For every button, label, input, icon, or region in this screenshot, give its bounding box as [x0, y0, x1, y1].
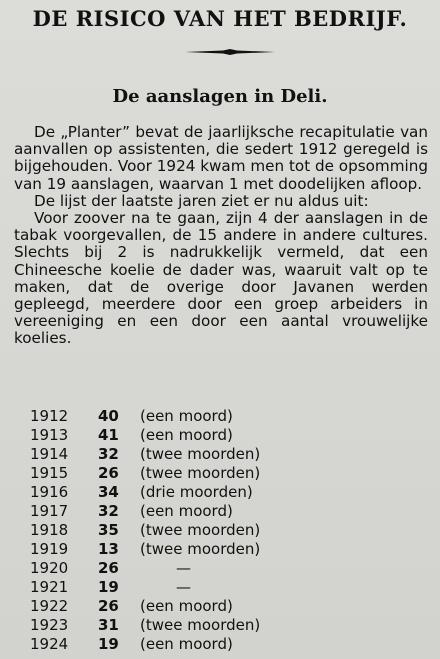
- table-note: (een moord): [140, 634, 233, 653]
- attacks-table: [30, 406, 410, 653]
- table-row: [30, 501, 410, 520]
- table-row: [30, 596, 410, 615]
- table-note: (een moord): [140, 501, 233, 520]
- table-note: (twee moorden): [140, 463, 261, 482]
- table-note: —: [176, 558, 191, 577]
- table-count: 32: [98, 444, 119, 463]
- table-year: 1923: [30, 615, 69, 634]
- table-count: 35: [98, 520, 119, 539]
- subheadline: De aanslagen in Deli.: [112, 86, 328, 107]
- table-count: 41: [98, 425, 119, 444]
- table-count: 32: [98, 501, 119, 520]
- paragraph-list-intro: De lijst der laatste jaren ziet er nu aldus uit:: [34, 191, 369, 210]
- table-count: 13: [98, 539, 119, 558]
- table-year: 1924: [30, 634, 69, 653]
- table-note: (twee moorden): [140, 615, 261, 634]
- table-row: [30, 444, 410, 463]
- table-row: [30, 539, 410, 558]
- table-count: 19: [98, 634, 119, 653]
- table-note: (twee moorden): [140, 444, 261, 463]
- table-year: 1916: [30, 482, 69, 501]
- table-year: 1920: [30, 558, 69, 577]
- table-year: 1922: [30, 596, 69, 615]
- ornament-divider: [185, 49, 275, 55]
- table-count: 34: [98, 482, 119, 501]
- table-row: [30, 634, 410, 653]
- table-note: (twee moorden): [140, 520, 261, 539]
- table-year: 1915: [30, 463, 69, 482]
- table-year: 1918: [30, 520, 69, 539]
- table-row: [30, 463, 410, 482]
- headline: DE RISICO VAN HET BEDRIJF.: [32, 6, 408, 31]
- table-year: 1912: [30, 406, 69, 425]
- table-row: [30, 577, 410, 596]
- table-year: 1921: [30, 577, 69, 596]
- table-note: —: [176, 577, 191, 596]
- table-row: [30, 520, 410, 539]
- paragraph-analysis: Voor zoover na te gaan, zijn 4 der aanslagen in de tabak voorgevallen, de 15 andere in andere cultures. Slechts bij 2 is nadrukkelijk vermeld, dat een Chineesche koelie de dader was, waaruit valt op te maken, dat de overige door Javanen werden gepleegd, meerdere door een groep arbeiders in vereeniging en een door een aantal vrouwelijke koelies.: [14, 209, 428, 348]
- table-count: 26: [98, 463, 119, 482]
- article-body: [14, 124, 428, 348]
- table-note: (twee moorden): [140, 539, 261, 558]
- table-row: [30, 615, 410, 634]
- table-count: 26: [98, 596, 119, 615]
- table-row: [30, 406, 410, 425]
- table-note: (een moord): [140, 425, 233, 444]
- table-count: 19: [98, 577, 119, 596]
- table-count: 31: [98, 615, 119, 634]
- table-year: 1917: [30, 501, 69, 520]
- table-year: 1914: [30, 444, 69, 463]
- table-year: 1919: [30, 539, 69, 558]
- table-row: [30, 482, 410, 501]
- table-note: (drie moorden): [140, 482, 253, 501]
- table-row: [30, 425, 410, 444]
- table-note: (een moord): [140, 406, 233, 425]
- table-count: 26: [98, 558, 119, 577]
- table-year: 1913: [30, 425, 69, 444]
- table-count: 40: [98, 406, 119, 425]
- paragraph-intro: De „Planter” bevat de jaarlijksche recapitulatie van aanvallen op assistenten, die sedert 1912 geregeld is bijgehouden. Voor 1924 kwam men tot de opsomming van 19 aanslagen, waarvan 1 met doodelijken afloop.: [14, 123, 429, 193]
- table-note: (een moord): [140, 596, 233, 615]
- table-row: [30, 558, 410, 577]
